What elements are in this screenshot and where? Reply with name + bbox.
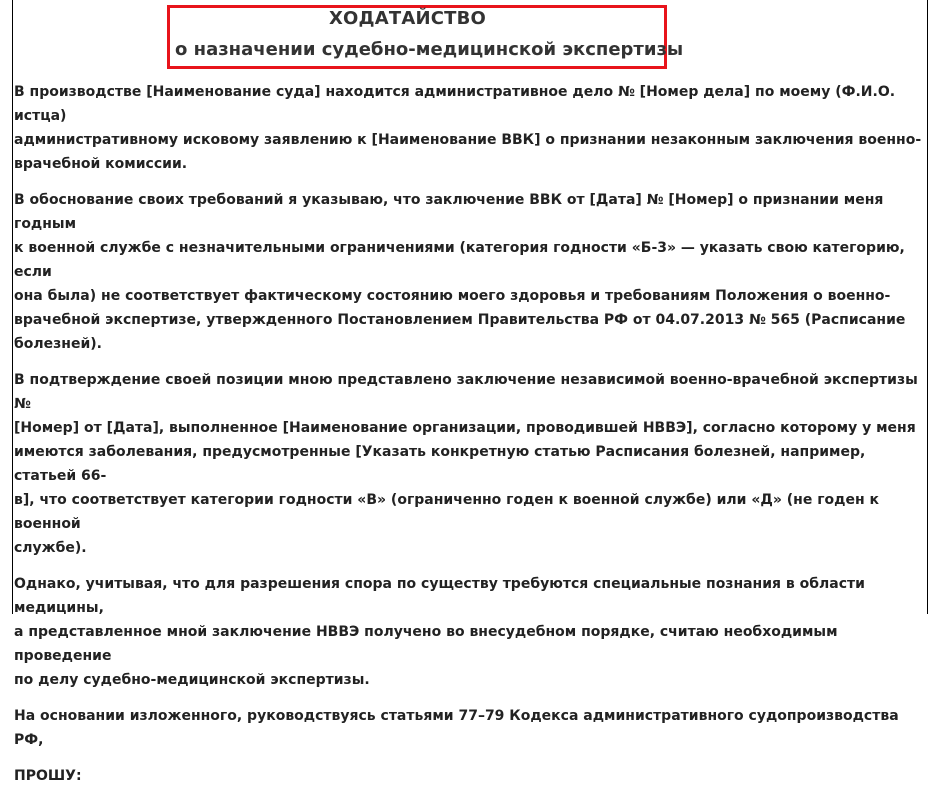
document-subtitle: о назначении судебно-медицинской экспертизы	[175, 39, 684, 60]
document-page	[12, 0, 928, 784]
paragraph-necessity: Однако, учитывая, что для разрешения спора по существу требуются специальные познания в области медицины, а представленное мной заключение НВВЭ получено во внесудебном порядке, считаю необходимым проведение по делу судебно-медицинской экспертизы.	[14, 576, 865, 688]
document-body	[14, 80, 928, 800]
paragraph-grounds: В обоснование своих требований я указываю, что заключение ВВК от [Дата] № [Номер] о признании меня годным к военной службе с незначительными ограничениями (категория годности «Б-3» — указать свою категорию, если она была) не соответствует фактическому состоянию моего здоровья и требованиям Положения о военно- врачебной экспертизе, утвержденного Постановлением Правительства РФ от 04.07.2013 № 565 (Расписание болезней).	[14, 192, 906, 352]
paragraph-request: ПРОШУ:	[14, 768, 82, 784]
paragraph-case-info: В производстве [Наименование суда] находится административное дело № [Номер дела] по моему (Ф.И.О. истца) административному исковому заявлению к [Наименование ВВК] о признании незаконным заключения военно- врачебной комиссии.	[14, 84, 922, 172]
paragraph-legal-basis: На основании изложенного, руководствуясь статьями 77–79 Кодекса административного судопроизводства РФ,	[14, 708, 899, 748]
document-title: ХОДАТАЙСТВО	[328, 8, 487, 29]
paragraph-evidence: В подтверждение своей позиции мною представлено заключение независимой военно-врачебной экспертизы № [Номер] от [Дата], выполненное [Наименование организации, проводившей НВВЭ], согласно которому у меня имеются заболевания, предусмотренные [Указать конкретную статью Расписания болезней, например, статьей 66- в], что соответствует категории годности «В» (ограниченно годен к военной службе) или «Д» (не годен к военной службе).	[14, 372, 918, 556]
